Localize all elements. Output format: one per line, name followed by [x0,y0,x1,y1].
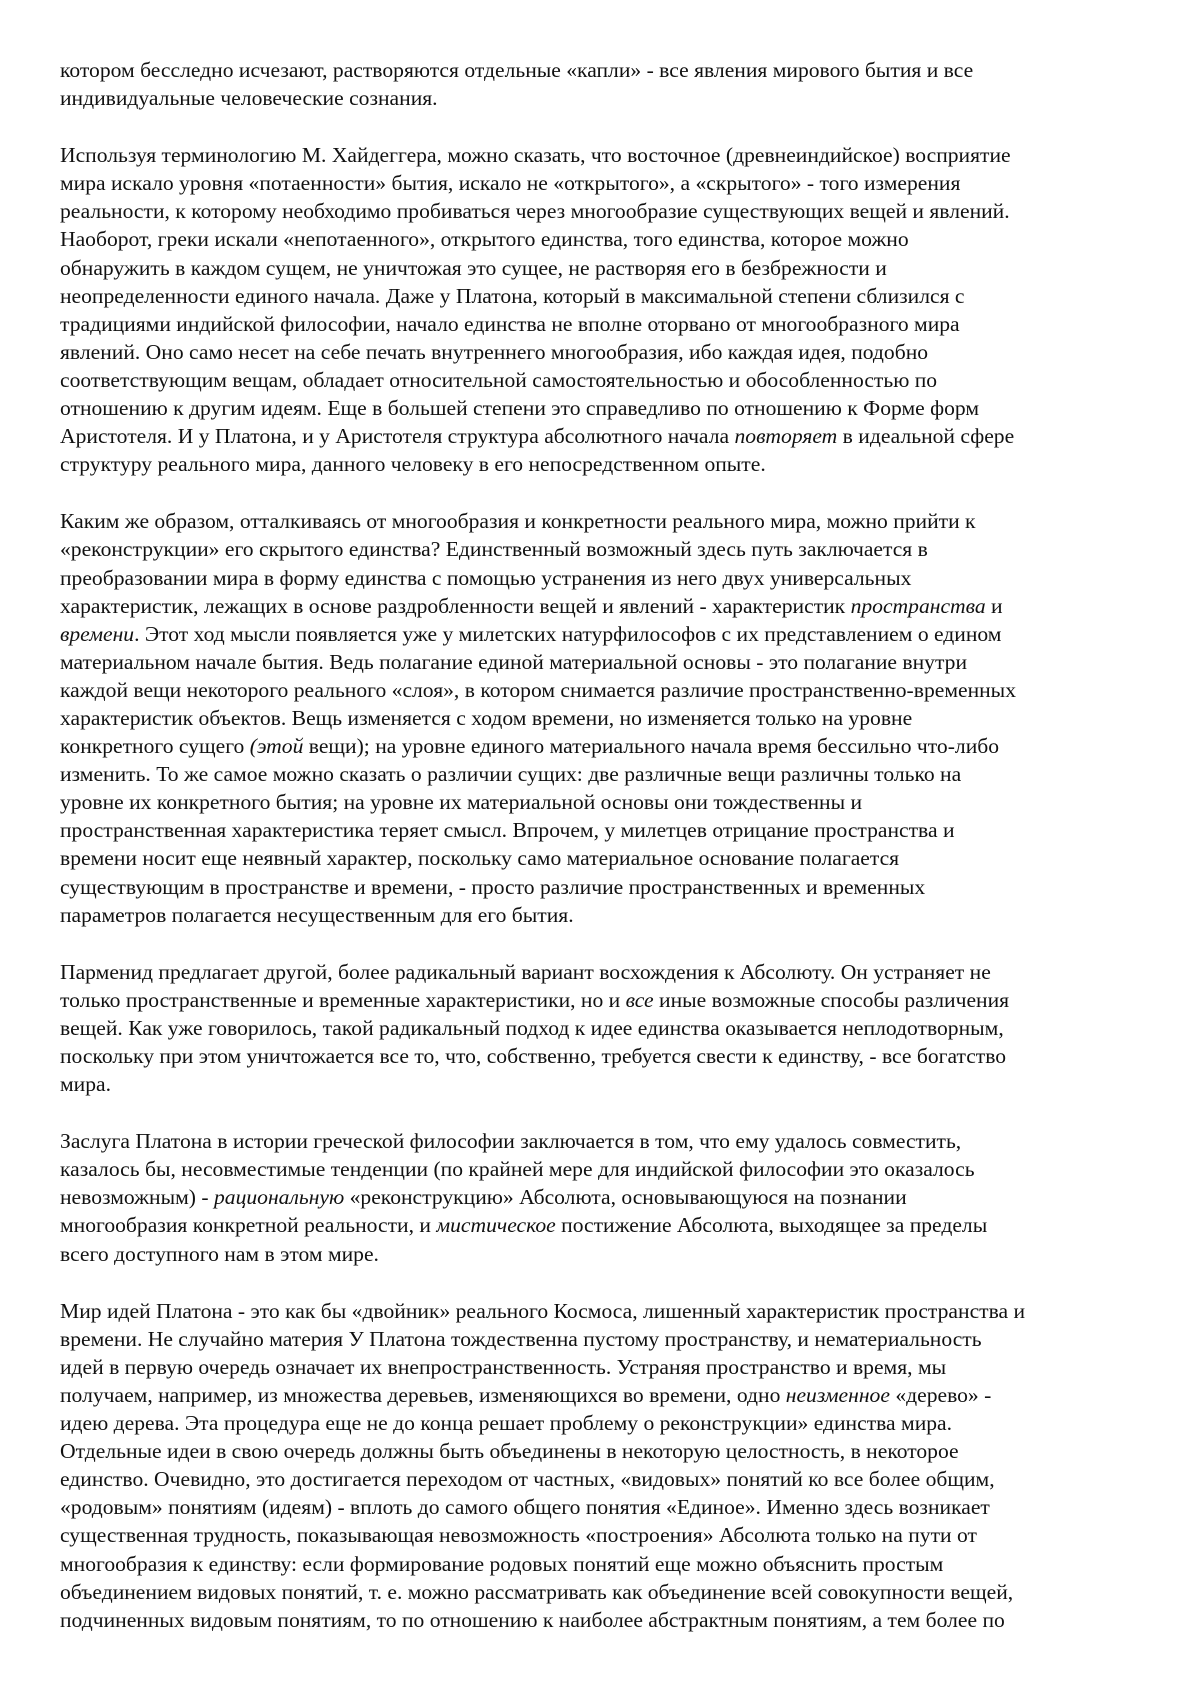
text-line [60,732,1160,760]
italic-text: неизменное [785,1382,890,1407]
text-line [60,1155,1160,1183]
text-line [60,873,1160,901]
text-run: отношению к другим идеям. Еще в большей степени это справедливо по отношению к Форме форм [60,396,980,421]
paragraph [60,56,1160,112]
text-run: Мир идей Платона - это как бы «двойник» реального Космоса, лишенный характеристик пространства и [60,1298,1026,1323]
text-line [60,282,1160,310]
text-run: объединением видовых понятий, т. е. можно рассматривать как объединение всей совокупности вещей, [60,1579,1014,1604]
text-line [60,1578,1160,1606]
text-line [60,1381,1160,1409]
text-line [60,1014,1160,1042]
text-run: существенная трудность, показывающая невозможность «построения» Абсолюта только на пути от [60,1523,977,1548]
text-line [60,56,1160,84]
text-line [60,84,1160,112]
text-run: существующим в пространстве и времени, - просто различие пространственных и временных [60,874,926,899]
text-run: подчиненных видовым понятиям, то по отношению к наиболее абстрактным понятиям, а тем более по [60,1607,1005,1632]
text-line [60,620,1160,648]
text-run: характеристик объектов. Вещь изменяется с ходом времени, но изменяется только на уровне [60,705,913,730]
text-line [60,1127,1160,1155]
text-run: «реконструкцию» Абсолюта, основывающуюся на познании [344,1185,907,1210]
text-run: вещи); на уровне единого материального начала время бессильно что-либо [303,734,1000,759]
text-run: «родовым» понятиям (идеям) - вплоть до самого общего понятия «Единое». Именно здесь возникает [60,1495,990,1520]
text-run: преобразовании мира в форму единства с помощью устранения из него двух универсальных [60,565,912,590]
paragraph [60,1127,1160,1267]
text-line [60,816,1160,844]
text-line [60,648,1160,676]
text-run: только пространственные и временные характеристики, но и [60,987,626,1012]
text-line [60,338,1160,366]
text-run: уровне их конкретного бытия; на уровне их материальной основы они тождественны и [60,790,863,815]
text-run: пространственная характеристика теряет смысл. Впрочем, у милетцев отрицание пространства и [60,818,955,843]
text-line [60,676,1160,704]
italic-text: (этой [249,734,304,759]
text-line [60,507,1160,535]
italic-text: все [625,987,654,1012]
text-run: идей в первую очередь означает их внепространственность. Устраняя пространство и время, мы [60,1354,947,1379]
text-line [60,422,1160,450]
paragraph [60,1297,1160,1634]
text-run: Заслуга Платона в истории греческой философии заключается в том, что ему удалось совместить, [60,1129,962,1154]
text-run: многообразия конкретной реальности, и [60,1213,437,1238]
text-line [60,1070,1160,1098]
text-line [60,901,1160,929]
text-run: постижение Абсолюта, выходящее за пределы [555,1213,988,1238]
text-run: поскольку при этом уничтожается все то, что, собственно, требуется свести к единству, - все богатство [60,1044,1007,1068]
italic-text: мистическое [436,1213,556,1238]
text-run: конкретного сущего [60,734,250,759]
text-run: каждой вещи некоторого реального «слоя», в котором снимается различие пространственно-временных [60,677,1016,702]
text-run: Аристотеля. И у Платона, и у Аристотеля структура абсолютного начала [60,424,735,449]
text-line [60,169,1160,197]
paragraph [60,141,1160,478]
paragraph [60,507,1160,928]
text-line [60,225,1160,253]
text-line [60,1240,1160,1268]
text-run: изменить. То же самое можно сказать о различии сущих: две различные вещи различны только на [60,762,962,787]
text-run: обнаружить в каждом сущем, не уничтожая это сущее, не растворяя его в безбрежности и [60,255,887,280]
text-run: характеристик, лежащих в основе раздробленности вещей и явлений - характеристик [60,593,851,618]
text-run: и [985,593,1003,618]
text-run: явлений. Оно само несет на себе печать внутреннего многообразия, ибо каждая идея, подобно [60,339,929,364]
text-run: единство. Очевидно, это достигается переходом от частных, «видовых» понятий ко все более общим, [60,1467,995,1492]
text-line [60,450,1160,478]
text-run: материальном начале бытия. Ведь полагание единой материальной основы - это полагание внутри [60,649,968,674]
text-line [60,197,1160,225]
text-line [60,986,1160,1014]
text-run: мира искало уровня «потаенности» бытия, искало не «открытого», а «скрытого» - того измерения [60,171,961,196]
text-line [60,141,1160,169]
text-run: котором бесследно исчезают, растворяются отдельные «капли» - все явления мирового бытия и все [60,58,974,82]
text-line [60,1353,1160,1381]
text-run: Наоборот, греки искали «непотаенного», открытого единства, того единства, которое можно [60,227,909,252]
text-run: соответствующим вещам, обладает относительной самостоятельностью и обособленностью по [60,367,938,392]
text-run: «реконструкции» его скрытого единства? Единственный возможный здесь путь заключается в [60,537,928,562]
text-line [60,844,1160,872]
text-line [60,958,1160,986]
italic-text: повторяет [734,424,838,449]
text-run: Используя терминологию М. Хайдеггера, можно сказать, что восточное (древнеиндийское) восприятие [60,143,1011,168]
text-run: неопределенности единого начала. Даже у Платона, который в максимальной степени сблизился с [60,283,965,308]
text-run: идею дерева. Эта процедура еще не до конца решает проблему о реконструкции» единства мира. [60,1411,953,1436]
text-run: реальности, к которому необходимо пробиваться через многообразие существующих вещей и явлений. [60,199,1010,224]
text-run: многообразия к единству: если формирование родовых понятий еще можно объяснить простым [60,1551,944,1576]
italic-text: пространства [850,593,986,618]
text-line [60,704,1160,732]
text-line [60,1211,1160,1239]
text-line [60,535,1160,563]
text-line [60,394,1160,422]
text-line [60,254,1160,282]
italic-text: рациональную [213,1185,345,1210]
paragraph [60,958,1160,1098]
text-line [60,310,1160,338]
text-run: «дерево» - [889,1382,992,1407]
text-run: индивидуальные человеческие сознания. [60,86,438,111]
text-run: времени. Не случайно материя У Платона тождественна пустому пространству, и нематериальность [60,1326,982,1351]
text-run: невозможным) - [60,1185,214,1210]
text-run: иные возможные способы различения [653,987,1010,1012]
text-run: Каким же образом, отталкиваясь от многообразия и конкретности реального мира, можно прийти к [60,509,976,534]
text-line [60,1297,1160,1325]
italic-text: времени [60,621,135,646]
text-run: . Этот ход мысли появляется уже у милетских натурфилософов с их представлением о едином [134,621,1002,646]
text-line [60,1493,1160,1521]
text-run: в идеальной сфере [837,424,1015,449]
document-page [60,56,1160,1663]
text-run: мира. [60,1072,112,1097]
text-line [60,1042,1160,1070]
text-run: всего доступного нам в этом мире. [60,1241,379,1266]
text-line [60,1606,1160,1634]
text-line [60,1550,1160,1578]
text-line [60,564,1160,592]
text-run: получаем, например, из множества деревьев, изменяющихся во времени, одно [60,1382,786,1407]
text-run: структуру реального мира, данного человеку в его непосредственном опыте. [60,452,766,477]
text-run: времени носит еще неявный характер, поскольку само материальное основание полагается [60,846,900,871]
text-line [60,1183,1160,1211]
text-line [60,366,1160,394]
text-line [60,592,1160,620]
text-run: Отдельные идеи в свою очередь должны быть объединены в некоторую целостность, в некоторое [60,1439,959,1464]
text-line [60,788,1160,816]
text-run: параметров полагается несущественным для его бытия. [60,902,574,927]
text-run: Парменид предлагает другой, более радикальный вариант восхождения к Абсолюту. Он устраняет не [60,959,991,984]
text-line [60,1325,1160,1353]
text-line [60,1409,1160,1437]
text-line [60,1437,1160,1465]
text-line [60,760,1160,788]
text-line [60,1521,1160,1549]
text-run: вещей. Как уже говорилось, такой радикальный подход к идее единства оказывается неплодотворным, [60,1015,1004,1040]
text-run: казалось бы, несовместимые тенденции (по крайней мере для индийской философии это оказалось [60,1157,975,1182]
text-line [60,1465,1160,1493]
text-run: традициями индийской философии, начало единства не вполне оторвано от многообразного мира [60,311,960,336]
